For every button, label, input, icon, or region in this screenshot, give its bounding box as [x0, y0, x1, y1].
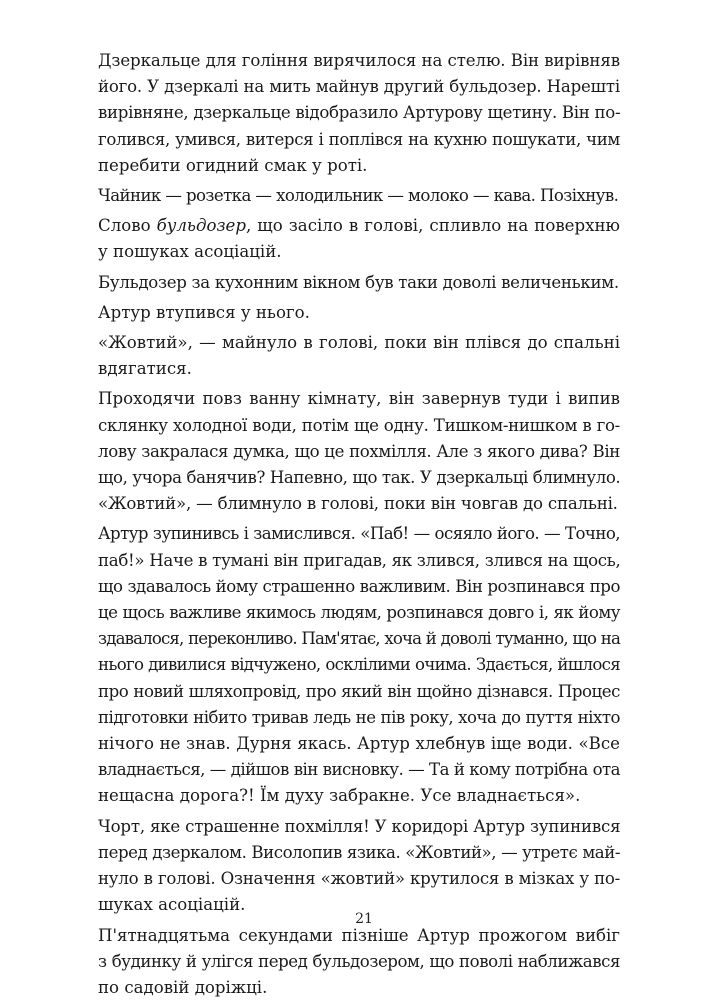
paragraph: [98, 386, 620, 517]
paragraph: [98, 300, 620, 326]
text-line: Чайник — розетка — холодильник — молоко — кава. Позіхнув.: [98, 183, 620, 209]
text-line: Чорт, яке страшенне похмілля! У коридорі Артур зупинився: [98, 814, 620, 840]
text-line: Слово бульдозер, що засіло в голові, спливло на поверхню: [98, 213, 620, 239]
paragraph: [98, 48, 620, 179]
paragraph: [98, 521, 620, 809]
page-number: 21: [0, 911, 728, 927]
text-line: «Жовтий», — майнуло в голові, поки він плівся до спальні: [98, 330, 620, 356]
text-line: що здавалось йому страшенно важливим. Він розпинався про: [98, 574, 620, 600]
paragraph: [98, 270, 620, 296]
text-line: Артур втупився у нього.: [98, 300, 620, 326]
text-line: нічого не знав. Дурня якась. Артур хлебнув іще води. «Все: [98, 731, 620, 757]
text-line: «Жовтий», — блимнуло в голові, поки він човгав до спальні.: [98, 491, 620, 517]
text-line: перебити огидний смак у роті.: [98, 153, 620, 179]
text-line: здавалося, переконливо. Пам'ятає, хоча й доволі туманно, що на: [98, 626, 620, 652]
text-line: нещасна дорога?! Їм духу забракне. Усе владнається».: [98, 783, 620, 809]
emphasised-word: бульдозер: [157, 216, 246, 235]
paragraph: [98, 923, 620, 1001]
paragraph: [98, 183, 620, 209]
page-text: [98, 48, 620, 1001]
text-line: Проходячи повз ванну кімнату, він завернув туди і випив: [98, 386, 620, 412]
text-line: підготовки нібито тривав ледь не пів року, хоча до пуття ніхто: [98, 705, 620, 731]
text-line: нього дивилися відчужено, осклілими очима. Здається, йшлося: [98, 652, 620, 678]
text-line: вдягатися.: [98, 356, 620, 382]
text-line: П'ятнадцятьма секундами пізніше Артур прожогом вибіг: [98, 923, 620, 949]
text-line: шуках асоціацій.: [98, 892, 620, 918]
text-line: паб!» Наче в тумані він пригадав, як злився, злився на щось,: [98, 548, 620, 574]
text-line: владнається, — дійшов він висновку. — Та й кому потрібна ота: [98, 757, 620, 783]
text-line: з будинку й улігся перед бульдозером, що поволі наближався: [98, 949, 620, 975]
text-line: що, учора банячив? Напевно, що так. У дзеркальці блимнуло.: [98, 465, 620, 491]
text-line: у пошуках асоціацій.: [98, 239, 620, 265]
paragraph: [98, 330, 620, 382]
text-line: Артур зупинивсь і замислився. «Паб! — осяяло його. — Точно,: [98, 521, 620, 547]
text-line: склянку холодної води, потім ще одну. Тишком-нишком в го-: [98, 413, 620, 439]
text-line: лову закралася думка, що це похмілля. Але з якого дива? Він: [98, 439, 620, 465]
text-line: перед дзеркалом. Висолопив язика. «Жовтий», — утретє май-: [98, 840, 620, 866]
text-line: його. У дзеркалі на мить майнув другий бульдозер. Нарешті: [98, 74, 620, 100]
text-line: голився, умився, витерся і поплівся на кухню пошукати, чим: [98, 127, 620, 153]
text-line: нуло в голові. Означення «жовтий» крутилося в мізках у по-: [98, 866, 620, 892]
text-line: Дзеркальце для гоління вирячилося на стелю. Він вирівняв: [98, 48, 620, 74]
text-line: Бульдозер за кухонним вікном був таки доволі величеньким.: [98, 270, 620, 296]
text-line: про новий шляхопровід, про який він щойно дізнався. Процес: [98, 679, 620, 705]
text-line: вирівняне, дзеркальце відобразило Артурову щетину. Він по-: [98, 100, 620, 126]
paragraph: [98, 814, 620, 919]
text-line: це щось важливе якимось людям, розпинався довго і, як йому: [98, 600, 620, 626]
paragraph: [98, 213, 620, 265]
text-line: по садовій доріжці.: [98, 975, 620, 1001]
